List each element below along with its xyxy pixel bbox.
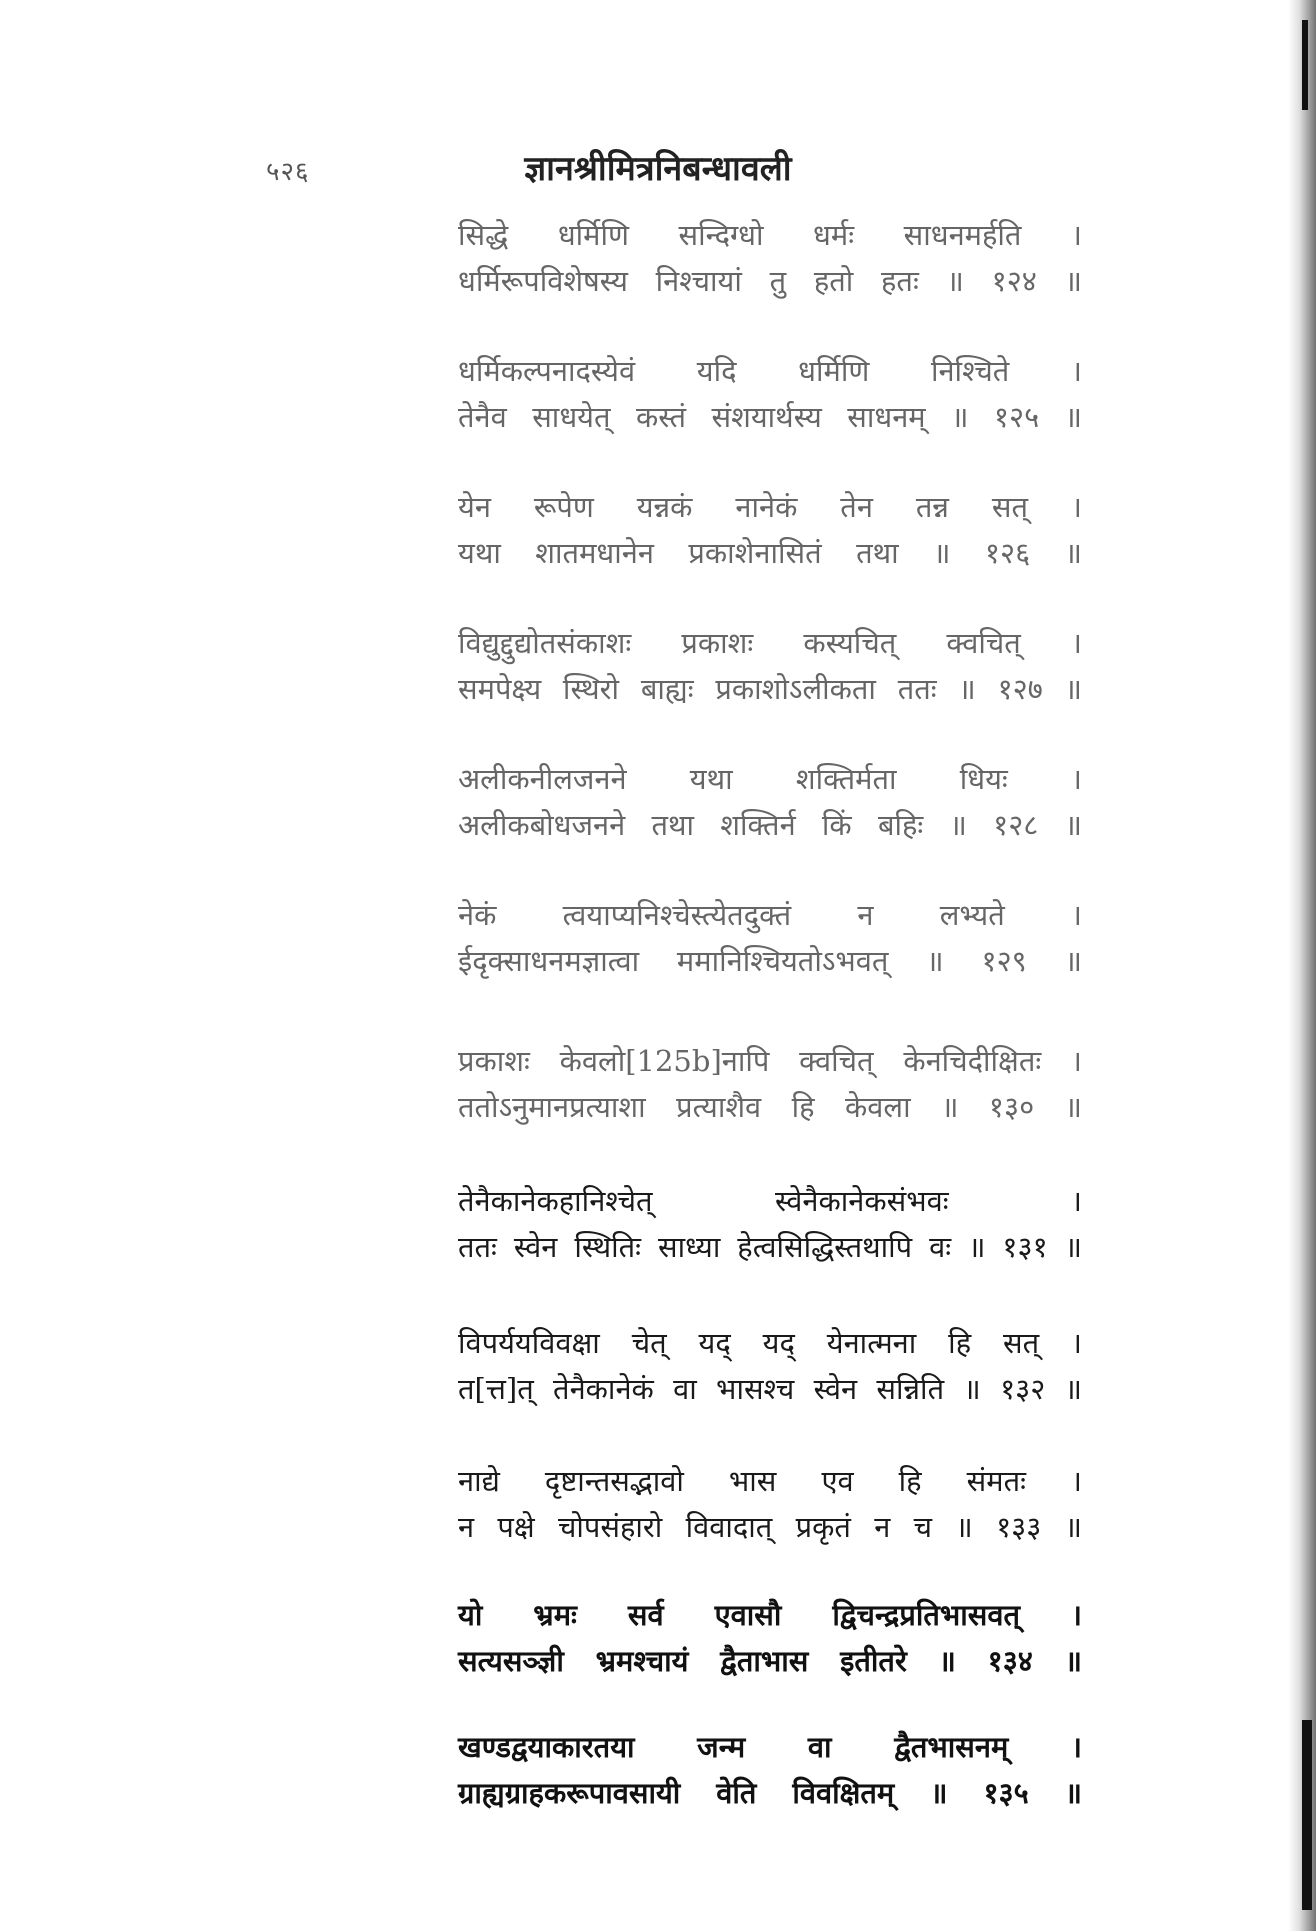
scan-edge-mark (1302, 1720, 1312, 1910)
verse-line-2: समपेक्ष्य स्थिरो बाह्यः प्रकाशोऽलीकता ततः ॥ १२७ ॥ (458, 672, 1082, 706)
verse-line-2: अलीकबोधजनने तथा शक्तिर्न किं बहिः ॥ १२८ ॥ (458, 808, 1082, 842)
scan-edge-shadow (1288, 0, 1316, 1931)
verse-line-1: विपर्ययविवक्षा चेत् यद् यद् येनात्मना हि सत् । (458, 1326, 1082, 1360)
verse-line-1: अलीकनीलजनने यथा शक्तिर्मता धियः । (458, 762, 1082, 796)
verse-129 (458, 892, 1098, 984)
scan-edge-mark (1302, 20, 1308, 110)
verse-line-1: नाद्ये दृष्टान्तसद्भावो भास एव हि संमतः । (458, 1464, 1082, 1498)
verse-line-2: ततोऽनुमानप्रत्याशा प्रत्याशैव हि केवला ॥ १३० ॥ (458, 1090, 1082, 1124)
verse-line-2: सत्यसञ्ज्ञी भ्रमश्चायं द्वैताभास इतीतरे ॥ १३४ ॥ (458, 1644, 1082, 1678)
verse-124 (458, 212, 1098, 304)
verse-131 (458, 1178, 1098, 1270)
verse-132 (458, 1320, 1098, 1412)
verse-line-1: प्रकाशः केवलो[125b]नापि क्वचित् केनचिदीक्षितः । (458, 1044, 1082, 1078)
verse-line-1: धर्मिकल्पनादस्येवं यदि धर्मिणि निश्चिते । (458, 354, 1082, 388)
verse-line-1: विद्युद्दुद्योतसंकाशः प्रकाशः कस्यचित् क्वचित् । (458, 626, 1082, 660)
verse-line-2: ततः स्वेन स्थितिः साध्या हेत्वसिद्धिस्तथापि वः ॥ १३१ ॥ (458, 1230, 1082, 1264)
verse-135 (458, 1724, 1098, 1816)
verse-line-2: ग्राह्यग्राहकरूपावसायी वेति विवक्षितम् ॥ १३५ ॥ (458, 1776, 1082, 1810)
verse-line-1: खण्डद्वयाकारतया जन्म वा द्वैतभासनम् । (458, 1730, 1082, 1764)
verse-134 (458, 1592, 1098, 1684)
verse-line-2: धर्मिरूपविशेषस्य निश्चायां तु हतो हतः ॥ १२४ ॥ (458, 264, 1082, 298)
verse-line-2: यथा शातमधानेन प्रकाशेनासितं तथा ॥ १२६ ॥ (458, 536, 1082, 570)
running-head: ज्ञानश्रीमित्रनिबन्धावली (524, 149, 792, 189)
verse-125 (458, 348, 1098, 440)
verse-133 (458, 1458, 1098, 1550)
verse-line-2: न पक्षे चोपसंहारो विवादात् प्रकृतं न च ॥ १३३ ॥ (458, 1510, 1082, 1544)
verse-126 (458, 484, 1098, 576)
verse-line-2: त[त्त]त् तेनैकानेकं वा भासश्च स्वेन सन्निति ॥ १३२ ॥ (458, 1372, 1082, 1406)
verse-line-1: तेनैकानेकहानिश्चेत् स्वेनैकानेकसंभवः । (458, 1184, 1082, 1218)
verse-128 (458, 756, 1098, 848)
verse-127 (458, 620, 1098, 712)
verse-line-2: ईदृक्साधनमज्ञात्वा ममानिश्चियतोऽभवत् ॥ १२९ ॥ (458, 944, 1082, 978)
verse-line-1: नेकं त्वयाप्यनिश्चेस्त्येतदुक्तं न लभ्यते । (458, 898, 1082, 932)
verse-line-1: यो भ्रमः सर्व एवासौ द्विचन्द्रप्रतिभासवत् । (458, 1598, 1082, 1632)
verse-130 (458, 1038, 1098, 1130)
verse-line-2: तेनैव साधयेत् कस्तं संशयार्थस्य साधनम् ॥ १२५ ॥ (458, 400, 1082, 434)
verse-line-1: सिद्धे धर्मिणि सन्दिग्धो धर्मः साधनमर्हति । (458, 218, 1082, 252)
verse-line-1: येन रूपेण यन्नकं नानेकं तेन तन्न सत् । (458, 490, 1082, 524)
page-number: ५२६ (266, 157, 310, 187)
